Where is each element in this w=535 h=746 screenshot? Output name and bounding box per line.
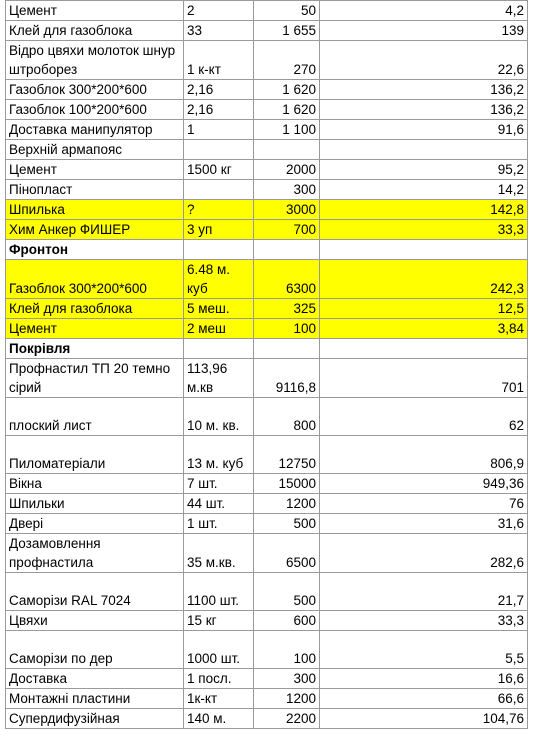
price-cell[interactable]: 2200 [254, 709, 320, 729]
item-name-cell[interactable]: Верхній армапояс [6, 140, 184, 160]
price-cell[interactable]: 15000 [254, 474, 320, 494]
item-name-cell[interactable]: Двері [6, 514, 184, 534]
table-row [6, 669, 528, 689]
sum-cell[interactable]: 136,2 [320, 80, 528, 100]
sum-cell[interactable] [320, 240, 528, 260]
price-cell[interactable]: 100 [254, 631, 320, 669]
sum-cell[interactable]: 139 [320, 21, 528, 41]
price-cell[interactable]: 12750 [254, 436, 320, 474]
table-row [6, 21, 528, 41]
quantity-cell[interactable]: 2,16 [184, 100, 254, 120]
price-cell[interactable]: 1200 [254, 689, 320, 709]
table-row [6, 514, 528, 534]
sum-cell[interactable]: 95,2 [320, 160, 528, 180]
quantity-cell[interactable]: 6.48 м. куб [184, 260, 254, 299]
spreadsheet-table [5, 0, 528, 729]
sum-cell[interactable]: 242,3 [320, 260, 528, 299]
table-row [6, 220, 528, 240]
price-cell[interactable]: 1 620 [254, 80, 320, 100]
table-row [6, 611, 528, 631]
quantity-cell[interactable] [184, 140, 254, 160]
item-name-cell[interactable]: Клей для газоблока [6, 21, 184, 41]
table-row [6, 299, 528, 319]
quantity-cell[interactable]: 2 меш [184, 319, 254, 339]
item-name-cell[interactable]: Пиломатеріали [6, 436, 184, 474]
price-cell[interactable]: 3000 [254, 200, 320, 220]
item-name-cell[interactable]: Цемент [6, 160, 184, 180]
sum-cell[interactable]: 4,2 [320, 1, 528, 21]
sum-cell[interactable]: 14,2 [320, 180, 528, 200]
item-name-cell[interactable]: Дозамовлення профнастила [6, 534, 184, 573]
sum-cell[interactable]: 282,6 [320, 534, 528, 573]
sum-cell[interactable]: 806,9 [320, 436, 528, 474]
price-cell[interactable]: 1 100 [254, 120, 320, 140]
price-cell[interactable]: 600 [254, 611, 320, 631]
quantity-cell[interactable]: 5 меш. [184, 299, 254, 319]
quantity-cell[interactable]: 3 уп [184, 220, 254, 240]
table-row [6, 1, 528, 21]
quantity-cell[interactable]: 1 посл. [184, 669, 254, 689]
item-name-cell[interactable]: Хим Анкер ФИШЕР [6, 220, 184, 240]
table-row [6, 689, 528, 709]
quantity-cell[interactable]: 13 м. куб [184, 436, 254, 474]
quantity-cell[interactable]: 113,96 м.кв [184, 359, 254, 398]
sum-cell[interactable]: 33,3 [320, 611, 528, 631]
item-name-cell[interactable]: Фронтон [6, 240, 184, 260]
item-name-cell[interactable]: Шпилька [6, 200, 184, 220]
item-name-cell[interactable]: Доставка манипулятор [6, 120, 184, 140]
quantity-cell[interactable]: 2,16 [184, 80, 254, 100]
table-row [6, 494, 528, 514]
price-cell[interactable]: 6500 [254, 534, 320, 573]
sum-cell[interactable]: 21,7 [320, 573, 528, 611]
table-row [6, 100, 528, 120]
quantity-cell[interactable]: 15 кг [184, 611, 254, 631]
table-row [6, 120, 528, 140]
price-cell[interactable] [254, 240, 320, 260]
table-row [6, 80, 528, 100]
sum-cell[interactable]: 142,8 [320, 200, 528, 220]
price-cell[interactable]: 270 [254, 41, 320, 80]
table-row [6, 41, 528, 80]
item-name-cell[interactable]: Газоблок 300*200*600 [6, 260, 184, 299]
item-name-cell[interactable]: Профнастил ТП 20 темно сірий [6, 359, 184, 398]
spreadsheet-body [6, 1, 528, 729]
item-name-cell[interactable]: Відро цвяхи молоток шнур штроборез [6, 41, 184, 80]
quantity-cell[interactable]: 1000 шт. [184, 631, 254, 669]
price-cell[interactable]: 50 [254, 1, 320, 21]
quantity-cell[interactable]: 1500 кг [184, 160, 254, 180]
quantity-cell[interactable]: 44 шт. [184, 494, 254, 514]
sum-cell[interactable]: 12,5 [320, 299, 528, 319]
quantity-cell[interactable]: 1 шт. [184, 514, 254, 534]
price-cell[interactable] [254, 140, 320, 160]
sum-cell[interactable]: 3,84 [320, 319, 528, 339]
item-name-cell[interactable]: Саморізи по дер [6, 631, 184, 669]
quantity-cell[interactable]: 33 [184, 21, 254, 41]
sum-cell[interactable]: 104,76 [320, 709, 528, 729]
quantity-cell[interactable]: ? [184, 200, 254, 220]
sum-cell[interactable]: 62 [320, 398, 528, 436]
sum-cell[interactable]: 701 [320, 359, 528, 398]
sum-cell[interactable]: 16,6 [320, 669, 528, 689]
quantity-cell[interactable]: 7 шт. [184, 474, 254, 494]
item-name-cell[interactable]: Вікна [6, 474, 184, 494]
price-cell[interactable]: 500 [254, 514, 320, 534]
sum-cell[interactable] [320, 339, 528, 359]
price-cell[interactable]: 700 [254, 220, 320, 240]
table-row [6, 573, 528, 611]
price-cell[interactable]: 9116,8 [254, 359, 320, 398]
quantity-cell[interactable]: 35 м.кв. [184, 534, 254, 573]
table-row [6, 180, 528, 200]
price-cell[interactable]: 500 [254, 573, 320, 611]
table-row [6, 709, 528, 729]
price-cell[interactable]: 100 [254, 319, 320, 339]
price-cell[interactable]: 2000 [254, 160, 320, 180]
item-name-cell[interactable]: Шпильки [6, 494, 184, 514]
quantity-cell[interactable]: 1к-кт [184, 689, 254, 709]
item-name-cell[interactable]: Доставка [6, 669, 184, 689]
table-row [6, 160, 528, 180]
table-row [6, 534, 528, 573]
quantity-cell[interactable]: 1100 шт. [184, 573, 254, 611]
item-name-cell[interactable]: Саморізи RAL 7024 [6, 573, 184, 611]
table-row [6, 631, 528, 669]
sum-cell[interactable]: 33,3 [320, 220, 528, 240]
sum-cell[interactable]: 31,6 [320, 514, 528, 534]
price-cell[interactable]: 300 [254, 180, 320, 200]
item-name-cell[interactable]: плоский лист [6, 398, 184, 436]
quantity-cell[interactable]: 10 м. кв. [184, 398, 254, 436]
sum-cell[interactable]: 66,6 [320, 689, 528, 709]
quantity-cell[interactable] [184, 180, 254, 200]
table-row [6, 398, 528, 436]
item-name-cell[interactable]: Супердифузійная [6, 709, 184, 729]
sum-cell[interactable]: 91,6 [320, 120, 528, 140]
item-name-cell[interactable]: Цемент [6, 319, 184, 339]
quantity-cell[interactable]: 2 [184, 1, 254, 21]
item-name-cell[interactable]: Пінопласт [6, 180, 184, 200]
table-row [6, 140, 528, 160]
quantity-cell[interactable]: 1 [184, 120, 254, 140]
item-name-cell[interactable]: Покрівля [6, 339, 184, 359]
table-row [6, 319, 528, 339]
price-cell[interactable]: 325 [254, 299, 320, 319]
table-row [6, 359, 528, 398]
sum-cell[interactable]: 22,6 [320, 41, 528, 80]
price-cell[interactable]: 800 [254, 398, 320, 436]
table-row [6, 436, 528, 474]
item-name-cell[interactable]: Монтажні пластини [6, 689, 184, 709]
item-name-cell[interactable]: Клей для газоблока [6, 299, 184, 319]
item-name-cell[interactable]: Газоблок 300*200*600 [6, 80, 184, 100]
price-cell[interactable]: 6300 [254, 260, 320, 299]
table-row [6, 260, 528, 299]
price-cell[interactable] [254, 339, 320, 359]
table-row [6, 474, 528, 494]
item-name-cell[interactable]: Цвяхи [6, 611, 184, 631]
sum-cell[interactable] [320, 140, 528, 160]
quantity-cell[interactable] [184, 339, 254, 359]
sum-cell[interactable]: 136,2 [320, 100, 528, 120]
sum-cell[interactable]: 76 [320, 494, 528, 514]
price-cell[interactable]: 300 [254, 669, 320, 689]
item-name-cell[interactable]: Цемент [6, 1, 184, 21]
sum-cell[interactable]: 5,5 [320, 631, 528, 669]
price-cell[interactable]: 1 620 [254, 100, 320, 120]
sum-cell[interactable]: 949,36 [320, 474, 528, 494]
table-row [6, 339, 528, 359]
item-name-cell[interactable]: Газоблок 100*200*600 [6, 100, 184, 120]
table-row [6, 200, 528, 220]
quantity-cell[interactable]: 1 к-кт [184, 41, 254, 80]
quantity-cell[interactable] [184, 240, 254, 260]
price-cell[interactable]: 1200 [254, 494, 320, 514]
table-row [6, 240, 528, 260]
price-cell[interactable]: 1 655 [254, 21, 320, 41]
quantity-cell[interactable]: 140 м. [184, 709, 254, 729]
